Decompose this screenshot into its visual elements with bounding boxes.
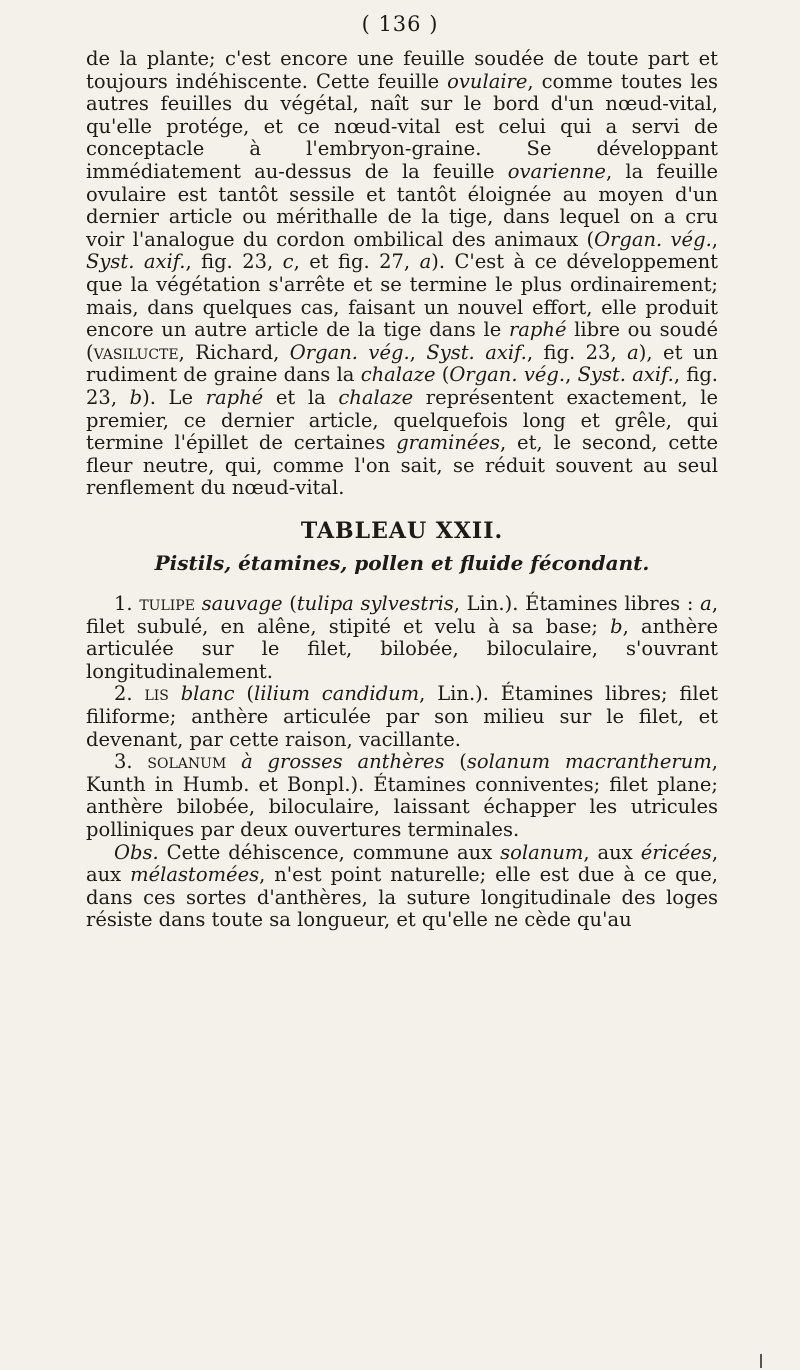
text-run: 3. — [114, 750, 148, 774]
italic-text: solanum — [500, 840, 584, 864]
italic-text: graminées — [396, 431, 500, 455]
text-run: , Lin.). Étamines libres; filet filiforme; anthère articulée par son milieu sur le filet, et devenant, par cette raison, vacillante. — [86, 682, 718, 751]
italic-text: chalaze — [360, 363, 436, 387]
italic-text: raphé — [508, 318, 567, 342]
text-run: ), et un rudiment de graine dans la — [86, 340, 719, 387]
text-run: , n'est point naturelle; elle est due à ce que, dans ces sortes d'anthères, la suture longitudinale des loges résiste dans toute sa longueur, et qu'elle ne cède qu'au — [86, 863, 718, 932]
italic-text: mélastomées — [130, 863, 260, 887]
italic-text: Syst. axif. — [426, 340, 527, 364]
text-run: , aux — [583, 840, 641, 864]
italic-text: Organ. vég. — [594, 227, 712, 251]
text-run: , aux — [86, 840, 719, 887]
italic-text: Syst. axif. — [577, 363, 674, 387]
italic-text: Obs. — [114, 840, 159, 864]
text-run: 1. — [114, 592, 140, 616]
italic-text: sauvage — [201, 592, 283, 616]
entry-paragraph — [86, 683, 718, 751]
text-run: Cette déhiscence, commune aux — [158, 840, 501, 864]
italic-text: raphé — [205, 385, 264, 409]
text-run: , Lin.). Étamines libres : — [453, 592, 701, 616]
text-run — [226, 750, 241, 773]
text-run: 2. — [114, 682, 145, 706]
small-caps-text: lis — [144, 682, 169, 706]
italic-text: Organ. vég. — [289, 340, 410, 364]
page-body — [86, 48, 718, 932]
italic-text: a — [627, 340, 639, 364]
text-run: de la plante; c'est encore une feuille soudée de toute part et toujours indéhiscente. Cette feuille — [86, 47, 718, 93]
italic-text: ovulaire — [447, 69, 528, 93]
text-run: , la feuille ovulaire est tantôt sessile et tantôt éloignée au moyen d'un dernier article ou mérithalle de la tige, dans lequel on a cru voir l'analogue du cordon ombilical des animaux ( — [86, 159, 718, 251]
text-run: , comme toutes les autres feuilles du végétal, naît sur le bord d'un nœud-vital, qu'elle protége, et ce nœud-vital est celui qui a servi de conceptacle à l'embryon-graine. Se développant immédiatement au-dessus de la feuille — [86, 69, 719, 183]
italic-text: solanum macrantherum — [466, 750, 712, 774]
italic-text: c — [282, 250, 294, 274]
text-run: , — [409, 340, 427, 364]
text-run: , — [711, 227, 718, 251]
text-run: , fig. 23, — [86, 363, 719, 409]
text-run — [169, 682, 181, 705]
italic-text: Syst. axif. — [86, 250, 186, 274]
italic-text: lilium candidum — [253, 682, 420, 706]
italic-text: b — [610, 614, 623, 638]
intro-paragraph — [86, 48, 718, 500]
text-run: ). Le — [142, 385, 206, 409]
scan-mark — [760, 1354, 762, 1368]
small-caps-text: tulipe — [139, 592, 195, 616]
italic-text: a — [700, 592, 712, 616]
italic-text: ovarienne — [507, 159, 606, 183]
text-run: ( — [444, 750, 467, 774]
text-run: , anthère articulée sur le filet, bilobée, biloculaire, s'ouvrant longitudinalement. — [86, 614, 718, 683]
italic-text: blanc — [180, 682, 235, 706]
text-run: et la — [263, 385, 339, 409]
italic-text: Organ. vég. — [449, 363, 566, 387]
table-subtitle: Pistils, étamines, pollen et fluide fécondant. — [154, 551, 650, 576]
table-heading: TABLEAU XXII. — [300, 517, 504, 544]
text-run — [195, 592, 202, 615]
text-run: , et fig. 27, — [293, 250, 420, 274]
text-run: , Richard, — [178, 340, 290, 364]
observation-paragraph — [86, 842, 718, 932]
small-caps-text: vasilucte — [93, 340, 179, 364]
text-run: ( — [234, 682, 254, 706]
italic-text: chalaze — [338, 385, 414, 409]
italic-text: b — [129, 385, 143, 409]
italic-text: a — [419, 250, 432, 274]
italic-text: à grosses anthères — [241, 750, 445, 774]
small-caps-text: solanum — [147, 750, 227, 774]
text-run: , — [565, 363, 578, 387]
text-run: , et, le second, cette fleur neutre, qui, comme l'on sait, se réduit souvent au seul renflement du nœud-vital. — [86, 431, 719, 500]
text-run: , fig. 23, — [526, 340, 628, 364]
text-run: ( — [282, 592, 297, 616]
text-run: , Kunth in Humb. et Bonpl.). Étamines conniventes; filet plane; anthère bilobée, biloculaire, laissant échapper les utricules polliniques par deux ouvertures terminales. — [86, 750, 718, 841]
italic-text: éricées — [640, 840, 712, 864]
text-run: libre ou soudé ( — [86, 318, 718, 364]
page-number: ( 136 ) — [361, 12, 439, 36]
text-run: ). C'est à ce développement que la végétation s'arrête et se termine le plus ordinairement; mais, dans quelques cas, faisant un nouvel effort, elle produit encore un autre article de la tige dans le — [86, 250, 718, 342]
entry-paragraph — [86, 751, 718, 841]
italic-text: tulipa sylvestris — [296, 592, 454, 616]
entry-paragraph — [86, 593, 718, 683]
text-run: représentent exactement, le premier, ce dernier article, quelquefois long et grêle, qui termine l'épillet de certaines — [86, 385, 718, 455]
text-run: ( — [435, 363, 450, 387]
text-run: , fig. 23, — [185, 250, 283, 274]
text-run: , filet subulé, en alêne, stipité et velu à sa base; — [86, 592, 719, 638]
